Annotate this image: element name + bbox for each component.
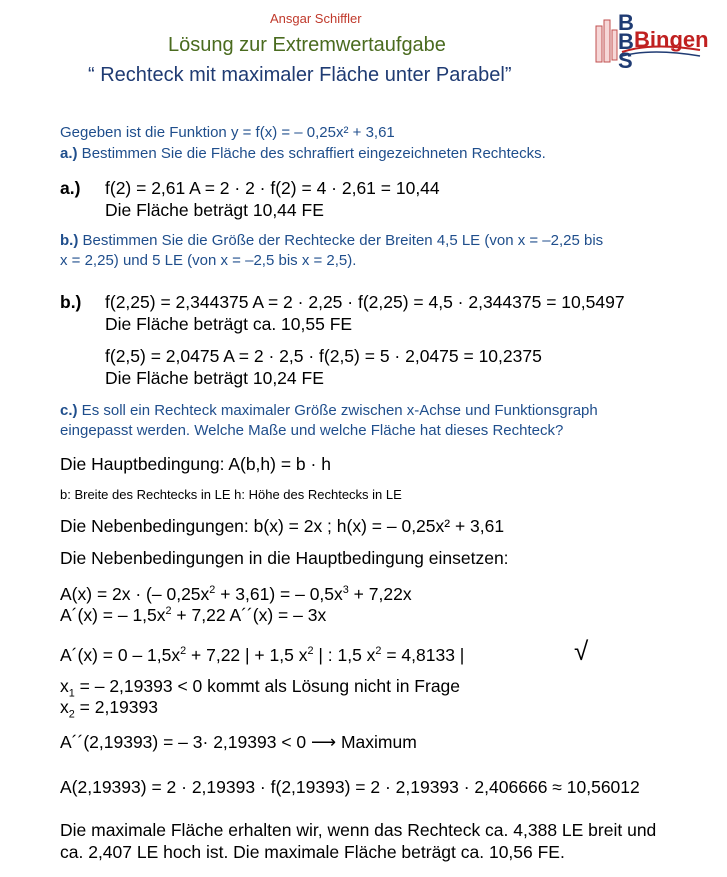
bbs-bingen-logo: [592, 10, 709, 73]
answer-b-result1: Die Fläche beträgt ca. 10,55 FE: [105, 314, 353, 334]
conclusion-line1: Die maximale Fläche erhalten wir, wenn das Rechteck ca. 4,388 LE breit und: [60, 820, 657, 840]
task-a-text: Bestimmen Sie die Fläche des schraffiert eingezeichneten Rechtecks.: [77, 145, 546, 162]
answer-a-label: a.): [60, 178, 81, 198]
main-condition: Die Hauptbedingung: A(b,h) = b · h: [60, 454, 331, 474]
task-c-text: Es soll ein Rechteck maximaler Größe zwischen x-Achse und Funktionsgraph: [77, 402, 598, 419]
substitute-heading: Die Nebenbedingungen in die Hauptbedingung einsetzen:: [60, 548, 509, 568]
answer-a-result: Die Fläche beträgt 10,44 FE: [105, 200, 324, 220]
answer-b-calc1: f(2,25) = 2,344375 A = 2 · 2,25 · f(2,25) = 4,5 · 2,344375 = 10,5497: [105, 292, 625, 312]
second-derivative-check: A´´(2,19393) = – 3· 2,19393 < 0 ⟶ Maximum: [60, 732, 417, 752]
area-function: A(x) = 2x · (– $0,25x^2 + 3,61$) = – $0,5x^3 + 7,22x$: [60, 584, 412, 604]
logo-letter-b1: B: [618, 10, 634, 35]
logo-letter-s: S: [618, 48, 633, 73]
task-b-label: b.): [60, 232, 79, 249]
solution-x1: $x_1$ = – 2,19393 < 0 kommt als Lösung nicht in Frage: [60, 676, 461, 700]
task-c-line2: eingepasst werden. Welche Maße und welche Fläche hat dieses Rechteck?: [60, 422, 564, 439]
author-name: Ansgar Schiffler: [270, 11, 362, 26]
variable-legend: b: Breite des Rechtecks in LE h: Höhe des Rechtecks in LE: [60, 487, 402, 502]
task-b-line1: [60, 232, 603, 249]
task-b-line2: x = 2,25) und 5 LE (von x = –2,5 bis x = 2,5).: [60, 252, 357, 269]
logo-text: Bingen: [634, 27, 709, 52]
page-title: Lösung zur Extremwertaufgabe: [168, 34, 446, 56]
task-a-label: a.): [60, 145, 78, 162]
solution-x2: $x_2 = 2,19393$: [60, 697, 158, 721]
derivative-zero: A´(x) = $0 - 1,5x^2 + 7,22$ | + 1,5 $x^2$ | : 1,5 $x^2 = 4,8133$ |: [60, 645, 465, 665]
task-c-label: c.): [60, 402, 78, 419]
sqrt-icon: √: [574, 636, 589, 666]
derivatives: A´(x) = – $1,5x^2 + 7,22$ A´´(x) = – 3x: [60, 605, 327, 625]
maximum-area: A(2,19393) = 2 · 2,19393 · f(2,19393) = 2 · 2,19393 · 2,406666 ≈ 10,56012: [60, 777, 640, 797]
page-subtitle: “ Rechteck mit maximaler Fläche unter Parabel”: [88, 64, 512, 86]
logo-letter-b2: B: [618, 29, 634, 54]
answer-b-calc2: f(2,5) = 2,0475 A = 2 · 2,5 · f(2,5) = 5 · 2,0475 = 10,2375: [105, 346, 542, 366]
answer-b-result2: Die Fläche beträgt 10,24 FE: [105, 368, 324, 388]
task-c-line1: [60, 402, 598, 419]
task-a: [60, 145, 546, 162]
answer-b-label: b.): [60, 292, 82, 312]
conclusion-line2: ca. 2,407 LE hoch ist. Die maximale Fläche beträgt ca. 10,56 FE.: [60, 842, 565, 862]
side-conditions: Die Nebenbedingungen: b(x) = 2x ; h(x) = – 0,25x² + 3,61: [60, 516, 505, 536]
task-b-text: Bestimmen Sie die Größe der Rechtecke der Breiten 4,5 LE (von x = –2,25 bis: [78, 232, 604, 249]
given-function: Gegeben ist die Funktion y = f(x) = – 0,25x² + 3,61: [60, 124, 395, 141]
answer-a-calc: f(2) = 2,61 A = 2 · 2 · f(2) = 4 · 2,61 = 10,44: [105, 178, 440, 198]
